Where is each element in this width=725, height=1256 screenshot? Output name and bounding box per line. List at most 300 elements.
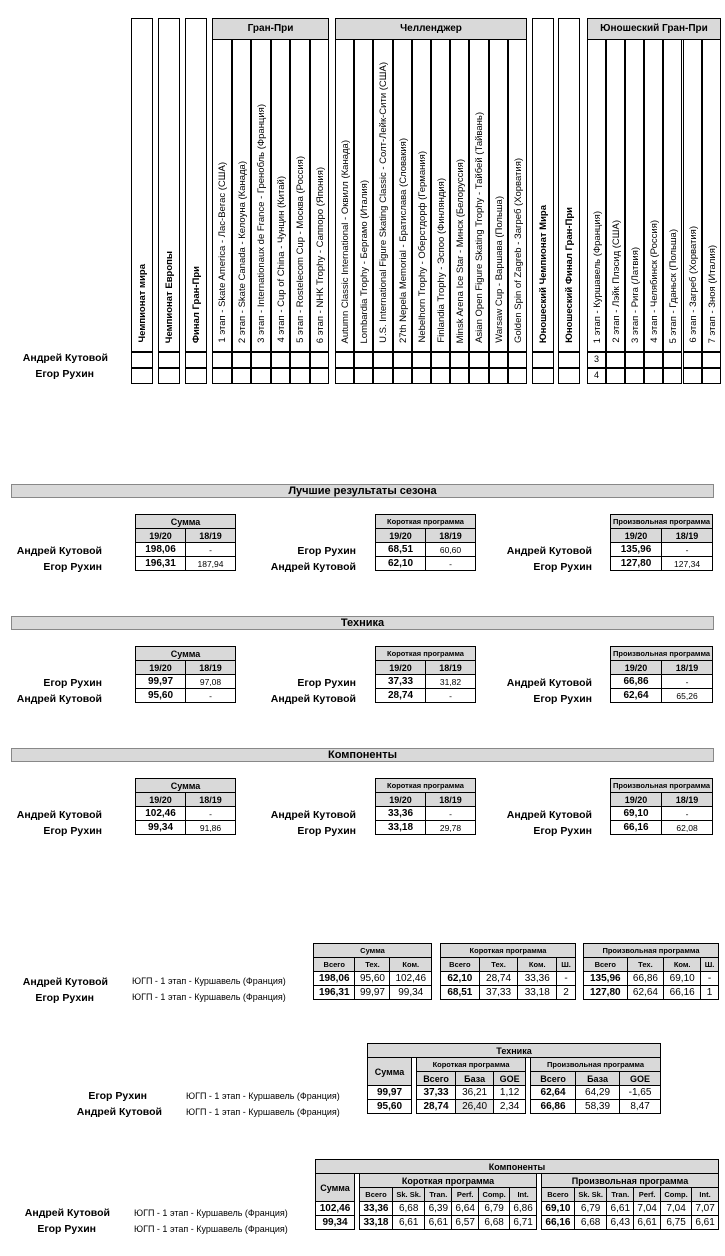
event-label: Финал Гран-При — [191, 265, 202, 343]
placement-cell — [431, 352, 450, 368]
season: 18/19 — [426, 529, 476, 543]
header: Сумма — [368, 1058, 412, 1086]
col-header: Всего — [584, 958, 628, 972]
event-label: 6 этап - NHK Trophy - Саппоро (Япония) — [314, 166, 326, 343]
cell: 135,96 — [611, 543, 662, 557]
event-label: ЮГП - 1 этап - Куршавель (Франция) — [132, 976, 286, 986]
cell: - — [186, 807, 236, 821]
cell: 33,18 — [518, 986, 557, 1000]
cell: 66,86 — [531, 1100, 576, 1114]
cell: 127,34 — [662, 557, 713, 571]
placement-cell — [412, 352, 431, 368]
athlete-name: Андрей Кутовой — [270, 809, 356, 821]
placement-cell — [450, 368, 469, 384]
event-label: 5 этап - Rostelecom Cup - Москва (Россия) — [295, 156, 306, 343]
col-header: Всего — [441, 958, 480, 972]
placement-cell — [290, 368, 310, 384]
cell: 66,16 — [541, 1216, 574, 1230]
cell: 6,61 — [634, 1216, 661, 1230]
event-label: 2 этап - Лэйк Плэсид (США) — [611, 220, 623, 343]
placement-cell — [158, 368, 180, 384]
placement-cell — [131, 352, 153, 368]
cell: 28,74 — [479, 972, 518, 986]
placement-cell — [702, 368, 721, 384]
cell: 69,10 — [541, 1202, 574, 1216]
event-label: 3 этап - Internationaux de France - Гренобль (Франция) — [256, 104, 267, 343]
col-header: Ш. — [701, 958, 719, 972]
cell: - — [557, 972, 576, 986]
cell: 33,18 — [360, 1216, 393, 1230]
cell: 33,36 — [518, 972, 557, 986]
event-column — [663, 18, 682, 352]
athlete-name: Андрей Кутовой — [76, 1106, 162, 1118]
cell: 6,79 — [574, 1202, 606, 1216]
col-header: Всего — [417, 1072, 456, 1086]
event-column — [558, 18, 580, 352]
placement-cell — [335, 368, 354, 384]
season: 19/20 — [611, 661, 662, 675]
athlete-name: Егор Рухин — [533, 825, 592, 837]
event-column — [290, 18, 310, 352]
placement-cell — [489, 368, 508, 384]
cell: 62,64 — [531, 1086, 576, 1100]
season: 19/20 — [136, 661, 186, 675]
col-header: Int. — [692, 1188, 719, 1202]
col-header: Sk. Sk. — [392, 1188, 424, 1202]
cell: 65,26 — [662, 689, 713, 703]
event-label: Юношеский Чемпионат Мира — [538, 204, 549, 343]
athlete-name: Андрей Кутовой — [506, 677, 592, 689]
placement-cell — [508, 352, 527, 368]
event-column — [271, 18, 291, 352]
cell: - — [426, 689, 476, 703]
col-header: Ком. — [518, 958, 557, 972]
placement-cell — [469, 352, 488, 368]
header: Произвольная программа — [611, 779, 713, 793]
free-table — [610, 514, 713, 571]
placement-cell — [251, 352, 271, 368]
event-column — [469, 18, 488, 352]
event-column — [702, 18, 721, 352]
season: 19/20 — [136, 529, 186, 543]
col-header: База — [456, 1072, 494, 1086]
season: 18/19 — [426, 661, 476, 675]
cell: 7,04 — [634, 1202, 661, 1216]
short-table — [375, 778, 476, 835]
cell: 58,39 — [576, 1100, 620, 1114]
season: 19/20 — [611, 529, 662, 543]
athlete-name: Андрей Кутовой — [22, 352, 108, 364]
short-table — [375, 646, 476, 703]
season: 18/19 — [662, 529, 713, 543]
placement-cell — [335, 352, 354, 368]
header: Сумма — [136, 647, 236, 661]
cell: 31,82 — [426, 675, 476, 689]
cell: 99,97 — [368, 1086, 412, 1100]
placement-cell — [271, 368, 291, 384]
total-table — [135, 778, 236, 835]
placement-cell — [271, 352, 291, 368]
cell: 6,43 — [607, 1216, 634, 1230]
header: Сумма — [136, 515, 236, 529]
athlete-name: Егор Рухин — [88, 1090, 147, 1102]
cell: 62,10 — [441, 972, 480, 986]
cell: 6,64 — [452, 1202, 479, 1216]
header: Сумма — [314, 944, 432, 958]
cell: 99,34 — [316, 1216, 355, 1230]
placement-cell — [212, 352, 232, 368]
total-table — [135, 514, 236, 571]
header: Короткая программа — [376, 515, 476, 529]
event-column — [532, 18, 554, 352]
cell: 127,80 — [584, 986, 628, 1000]
col-header: Тех. — [627, 958, 664, 972]
event-column — [431, 18, 450, 352]
cell: - — [662, 543, 713, 557]
athlete-name: Андрей Кутовой — [270, 561, 356, 573]
cell: 6,79 — [479, 1202, 510, 1216]
header: Произвольная программа — [541, 1174, 718, 1188]
placement-cell — [290, 352, 310, 368]
header: Короткая программа — [376, 779, 476, 793]
event-label: 6 этап - Загреб (Хорватия) — [687, 226, 699, 343]
cell: 6,71 — [510, 1216, 537, 1230]
event-label: Golden Spin of Zagreb - Загреб (Хорватия) — [512, 158, 524, 343]
detail3-table — [315, 1159, 719, 1230]
placement-cell — [450, 352, 469, 368]
placement-cell — [469, 368, 488, 384]
event-column — [251, 18, 271, 352]
cell: 37,33 — [417, 1086, 456, 1100]
season: 19/20 — [136, 793, 186, 807]
section-title: Техника — [11, 616, 714, 630]
placement-cell — [663, 368, 682, 384]
cell: 196,31 — [136, 557, 186, 571]
col-header: GOE — [620, 1072, 661, 1086]
placement-cell — [625, 352, 644, 368]
header: Произвольная программа — [584, 944, 719, 958]
placement-cell — [644, 352, 663, 368]
placement-cell — [606, 352, 625, 368]
cell: 95,60 — [368, 1100, 412, 1114]
placement-cell — [625, 368, 644, 384]
cell: 66,16 — [664, 986, 701, 1000]
cell: 187,94 — [186, 557, 236, 571]
col-header: Perf. — [452, 1188, 479, 1202]
placement-cell — [232, 368, 252, 384]
season: 19/20 — [611, 793, 662, 807]
cell: 62,08 — [662, 821, 713, 835]
event-column — [683, 18, 702, 352]
cell: 28,74 — [376, 689, 426, 703]
cell: 1 — [701, 986, 719, 1000]
placement-cell — [373, 368, 392, 384]
placement-value: 3 — [594, 354, 600, 364]
col-header: База — [576, 1072, 620, 1086]
cell: 6,61 — [425, 1216, 452, 1230]
cell: 102,46 — [390, 972, 432, 986]
event-label: 4 этап - Челябинск (Россия) — [649, 220, 661, 343]
event-label: Чемпионат мира — [137, 264, 148, 343]
header: Произвольная программа — [531, 1058, 661, 1072]
detail1-short-table — [440, 943, 576, 1000]
event-label: 7 этап - Зноя (Италия) — [706, 244, 718, 343]
cell: 1,12 — [494, 1086, 526, 1100]
placement-cell — [558, 368, 580, 384]
athlete-name: Егор Рухин — [533, 561, 592, 573]
cell: -1,65 — [620, 1086, 661, 1100]
free-table — [610, 778, 713, 835]
athlete-name: Андрей Кутовой — [24, 1207, 110, 1219]
group-header: Гран-При — [212, 18, 329, 40]
event-label: Чемпионат Европы — [164, 250, 175, 343]
header: Техника — [368, 1044, 661, 1058]
event-label: 3 этап - Рига (Латвия) — [630, 247, 642, 343]
cell: 6,61 — [607, 1202, 634, 1216]
placement-cell — [310, 368, 330, 384]
cell: 102,46 — [136, 807, 186, 821]
col-header: Всего — [360, 1188, 393, 1202]
cell: - — [426, 807, 476, 821]
athlete-name: Егор Рухин — [297, 545, 356, 557]
cell: 97,08 — [186, 675, 236, 689]
event-column — [212, 18, 232, 352]
athlete-name: Егор Рухин — [43, 561, 102, 573]
athlete-name: Андрей Кутовой — [22, 976, 108, 988]
header: Сумма — [316, 1174, 355, 1202]
event-label: ЮГП - 1 этап - Куршавель (Франция) — [186, 1091, 340, 1101]
cell: - — [426, 557, 476, 571]
event-column — [158, 18, 180, 352]
athlete-name: Егор Рухин — [35, 992, 94, 1004]
placement-cell — [131, 368, 153, 384]
event-label: U.S. International Figure Skating Classic - Солт-Лейк-Сити (США) — [378, 62, 390, 343]
cell: 62,64 — [611, 689, 662, 703]
col-header: Sk. Sk. — [574, 1188, 606, 1202]
cell: 7,04 — [661, 1202, 692, 1216]
placement-cell — [158, 352, 180, 368]
cell: 6,68 — [574, 1216, 606, 1230]
cell: 8,47 — [620, 1100, 661, 1114]
cell: 68,51 — [441, 986, 480, 1000]
header: Короткая программа — [441, 944, 576, 958]
cell: 6,61 — [392, 1216, 424, 1230]
cell: 33,18 — [376, 821, 426, 835]
event-label: Minsk Arena Ice Star - Минск (Белоруссия) — [455, 158, 467, 343]
event-column — [310, 18, 330, 352]
athlete-name: Андрей Кутовой — [270, 693, 356, 705]
header: Произвольная программа — [611, 515, 713, 529]
event-label: ЮГП - 1 этап - Куршавель (Франция) — [186, 1107, 340, 1117]
group-header: Челленджер — [335, 18, 527, 40]
placement-cell — [508, 368, 527, 384]
cell: 69,10 — [664, 972, 701, 986]
event-column — [644, 18, 663, 352]
cell: 198,06 — [136, 543, 186, 557]
placement-cell — [606, 368, 625, 384]
event-label: ЮГП - 1 этап - Куршавель (Франция) — [134, 1208, 288, 1218]
short-table — [375, 514, 476, 571]
cell: 64,29 — [576, 1086, 620, 1100]
header: Сумма — [136, 779, 236, 793]
event-column — [606, 18, 625, 352]
event-column — [185, 18, 207, 352]
event-label: Nebelhorn Trophy - Оберстдорф (Германия) — [416, 151, 428, 343]
cell: 2 — [557, 986, 576, 1000]
season: 18/19 — [186, 793, 236, 807]
placement-cell — [558, 352, 580, 368]
col-header: Ш. — [557, 958, 576, 972]
cell: 198,06 — [314, 972, 355, 986]
placement-value: 4 — [594, 370, 600, 380]
cell: 33,36 — [376, 807, 426, 821]
event-column — [625, 18, 644, 352]
event-label: Lombardia Trophy - Бергамо (Италия) — [359, 179, 371, 343]
event-label: ЮГП - 1 этап - Куршавель (Франция) — [132, 992, 286, 1002]
placement-cell — [663, 352, 682, 368]
season: 18/19 — [186, 529, 236, 543]
total-table — [135, 646, 236, 703]
placement-cell — [412, 368, 431, 384]
event-label: Autumn Classic International - Оквилл (Канада) — [340, 139, 351, 343]
event-label: ЮГП - 1 этап - Куршавель (Франция) — [134, 1224, 288, 1234]
placement-cell — [185, 368, 207, 384]
placement-cell — [393, 368, 412, 384]
cell: 6,57 — [452, 1216, 479, 1230]
event-label: Warsaw Cup - Варшава (Польша) — [493, 196, 505, 343]
athlete-name: Андрей Кутовой — [506, 809, 592, 821]
cell: 68,51 — [376, 543, 426, 557]
event-label: 4 этап - Cup of China - Чунцин (Китай) — [275, 176, 287, 343]
placement-cell — [212, 368, 232, 384]
cell: 6,39 — [425, 1202, 452, 1216]
cell: - — [662, 807, 713, 821]
athlete-name: Егор Рухин — [297, 825, 356, 837]
free-table — [610, 646, 713, 703]
event-label: 1 этап - Skate America - Лас-Вегас (США) — [217, 162, 228, 343]
event-label: 5 этап - Гданьск (Польша) — [668, 228, 680, 343]
placement-cell — [373, 352, 392, 368]
cell: 196,31 — [314, 986, 355, 1000]
cell: 135,96 — [584, 972, 628, 986]
cell: 62,10 — [376, 557, 426, 571]
event-label: 2 этап - Skate Canada - Келоуна (Канада) — [236, 160, 248, 343]
cell: 99,97 — [355, 986, 390, 1000]
placement-cell — [431, 368, 450, 384]
cell: 6,86 — [510, 1202, 537, 1216]
section-title: Лучшие результаты сезона — [11, 484, 714, 498]
col-header: Всего — [541, 1188, 574, 1202]
cell: 7,07 — [692, 1202, 719, 1216]
athlete-name: Егор Рухин — [43, 677, 102, 689]
cell: 60,60 — [426, 543, 476, 557]
season: 19/20 — [376, 529, 426, 543]
athlete-name: Андрей Кутовой — [16, 693, 102, 705]
detail1-free-table — [583, 943, 719, 1000]
event-label: Asian Open Figure Skating Trophy - Тайбей (Тайвань) — [474, 112, 486, 343]
col-header: Comp. — [661, 1188, 692, 1202]
cell: 26,40 — [456, 1100, 494, 1114]
col-header: Всего — [531, 1072, 576, 1086]
section-title: Компоненты — [11, 748, 714, 762]
athlete-name: Егор Рухин — [37, 1223, 96, 1235]
cell: 66,16 — [611, 821, 662, 835]
placement-cell — [354, 368, 373, 384]
placement-cell — [702, 352, 721, 368]
col-header: Тех. — [479, 958, 518, 972]
cell: 91,86 — [186, 821, 236, 835]
col-header: GOE — [494, 1072, 526, 1086]
placement-cell — [310, 352, 330, 368]
athlete-name: Егор Рухин — [533, 693, 592, 705]
cell: 99,34 — [136, 821, 186, 835]
col-header: Perf. — [634, 1188, 661, 1202]
group-header: Юношеский Гран-При — [587, 18, 721, 40]
season: 18/19 — [662, 661, 713, 675]
athlete-name: Егор Рухин — [43, 825, 102, 837]
header: Короткая программа — [376, 647, 476, 661]
col-header: Ком. — [664, 958, 701, 972]
col-header: Тех. — [355, 958, 390, 972]
detail1-total-table — [313, 943, 432, 1000]
placement-cell — [393, 352, 412, 368]
athlete-name: Андрей Кутовой — [506, 545, 592, 557]
season: 19/20 — [376, 661, 426, 675]
placement-cell — [354, 352, 373, 368]
cell: 127,80 — [611, 557, 662, 571]
cell: 102,46 — [316, 1202, 355, 1216]
cell: 66,86 — [627, 972, 664, 986]
season: 19/20 — [376, 793, 426, 807]
placement-cell — [185, 352, 207, 368]
detail2-table — [367, 1043, 661, 1114]
event-column — [373, 18, 392, 352]
event-column — [354, 18, 373, 352]
placement-cell — [532, 352, 554, 368]
placement-cell — [532, 368, 554, 384]
cell: 2,34 — [494, 1100, 526, 1114]
event-column — [335, 18, 354, 352]
season: 18/19 — [662, 793, 713, 807]
placement-cell — [683, 368, 702, 384]
cell: 66,86 — [611, 675, 662, 689]
header: Короткая программа — [417, 1058, 526, 1072]
event-column — [131, 18, 153, 352]
cell: 28,74 — [417, 1100, 456, 1114]
cell: 6,68 — [479, 1216, 510, 1230]
cell: 37,33 — [376, 675, 426, 689]
cell: 36,21 — [456, 1086, 494, 1100]
placement-cell — [683, 352, 702, 368]
cell: 99,97 — [136, 675, 186, 689]
header: Произвольная программа — [611, 647, 713, 661]
placement-cell — [489, 352, 508, 368]
cell: 6,75 — [661, 1216, 692, 1230]
cell: - — [186, 689, 236, 703]
event-column — [489, 18, 508, 352]
cell: - — [662, 675, 713, 689]
placement-cell — [251, 368, 271, 384]
athlete-name: Андрей Кутовой — [16, 545, 102, 557]
cell: - — [186, 543, 236, 557]
placement-cell — [644, 368, 663, 384]
cell: - — [701, 972, 719, 986]
col-header: Tran. — [607, 1188, 634, 1202]
col-header: Tran. — [425, 1188, 452, 1202]
cell: 95,60 — [355, 972, 390, 986]
col-header: Comp. — [479, 1188, 510, 1202]
event-column — [587, 18, 606, 352]
